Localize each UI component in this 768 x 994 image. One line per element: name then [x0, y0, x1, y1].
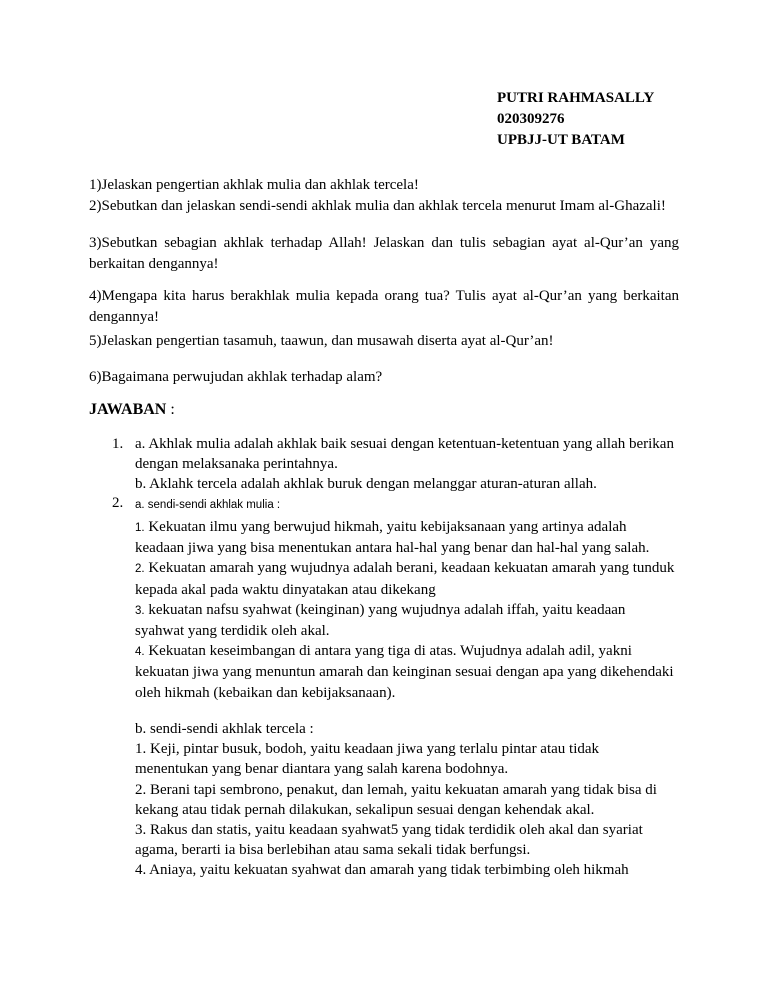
answer-heading-text: JAWABAN — [89, 401, 167, 418]
answer-heading — [89, 400, 175, 420]
question-4: 4)Mengapa kita harus berakhlak mulia kepada orang tua? Tulis ayat al-Qur’an yang berkaitan dengannya! — [89, 288, 679, 325]
answer-number-2: 2. — [112, 495, 124, 511]
akhlak-tercela-list — [135, 719, 695, 881]
list-item — [135, 517, 695, 538]
list-text: kekang atau tidak pernah dilakukan, sekalipun sesuai dengan kehendak akal. — [135, 801, 595, 818]
answer-2-title: a. sendi-sendi akhlak mulia : — [135, 499, 281, 511]
author-name: PUTRI RAHMASALLY — [497, 90, 655, 106]
list-text: oleh hikmah (kebaikan dan kebijaksanaan). — [135, 684, 396, 701]
answer-1-line: a. Akhlak mulia adalah akhlak baik sesuai dengan ketentuan-ketentuan yang allah berikan — [135, 436, 674, 452]
question-1: 1)Jelaskan pengertian akhlak mulia dan akhlak tercela! — [89, 177, 419, 193]
list-text: 4. Aniaya, yaitu kekuatan syahwat dan amarah yang tidak terbimbing oleh hikmah — [135, 862, 629, 879]
list-number: 1. — [135, 522, 145, 534]
answer-heading-colon: : — [166, 401, 175, 418]
unit-name: UPBJJ-UT BATAM — [497, 132, 625, 148]
list-item — [135, 600, 695, 621]
list-text: Kekuatan ilmu yang berwujud hikmah, yaitu kebijaksanaan yang artinya adalah — [144, 519, 627, 535]
list-text: agama, berarti ia bisa berlebihan atau sama sekali tidak berfungsi. — [135, 842, 531, 859]
answer-1-line: dengan melaksanaka perintahnya. — [135, 456, 338, 473]
list-number: 4. — [135, 646, 145, 659]
list-text: keadaan jiwa yang bisa menentukan antara hal-hal yang benar dan hal-hal yang salah. — [135, 540, 650, 557]
student-id: 020309276 — [497, 111, 565, 127]
question-2: 2)Sebutkan dan jelaskan sendi-sendi akhlak mulia dan akhlak tercela menurut Imam al-Ghazali! — [89, 198, 666, 214]
list-text: 3. Rakus dan statis, yaitu keadaan syahwat5 yang tidak terdidik oleh akal dan syariat — [135, 822, 643, 839]
list-number: 3. — [135, 604, 145, 617]
list-text: Kekuatan amarah yang wujudnya adalah berani, keadaan kekuatan amarah yang tunduk — [144, 560, 675, 577]
list-text: kekuatan jiwa yang menuntun amarah dan keinginan sesuai dengan apa yang dikehendaki — [135, 664, 674, 681]
akhlak-mulia-list — [135, 517, 695, 703]
author-header — [497, 88, 654, 151]
list-text: Kekuatan keseimbangan di antara yang tiga di atas. Wujudnya adalah adil, yakni — [144, 643, 632, 660]
list-item — [135, 641, 695, 662]
answer-1 — [135, 434, 695, 495]
list-number: 2. — [135, 563, 145, 576]
question-5: 5)Jelaskan pengertian tasamuh, taawun, dan musawah diserta ayat al-Qur’an! — [89, 333, 554, 349]
question-3: 3)Sebutkan sebagian akhlak terhadap Allah! Jelaskan dan tulis sebagian ayat al-Qur’an yang berkaitan dengannya! — [89, 235, 679, 272]
list-text: 1. Keji, pintar busuk, bodoh, yaitu keadaan jiwa yang terlalu pintar atau tidak — [135, 741, 600, 758]
list-text: 2. Berani tapi sembrono, penakut, dan lemah, yaitu kekuatan amarah yang tidak bisa di — [135, 781, 657, 798]
question-6: 6)Bagaimana perwujudan akhlak terhadap alam? — [89, 369, 383, 385]
answer-1-line: b. Aklahk tercela adalah akhlak buruk dengan melanggar aturan-aturan allah. — [135, 476, 597, 493]
list-text: syahwat yang terdidik oleh akal. — [135, 623, 330, 640]
list-item — [135, 558, 695, 579]
list-text: menentukan yang benar diantara yang salah karena bodohnya. — [135, 761, 509, 778]
answer-number-1: 1. — [112, 436, 124, 452]
section-title: b. sendi-sendi akhlak tercela : — [135, 721, 314, 737]
list-text: kekuatan nafsu syahwat (keinginan) yang wujudnya adalah iffah, yaitu keadaan — [144, 601, 626, 618]
list-text: kepada akal pada waktu dinyatakan atau dikekang — [135, 581, 436, 598]
